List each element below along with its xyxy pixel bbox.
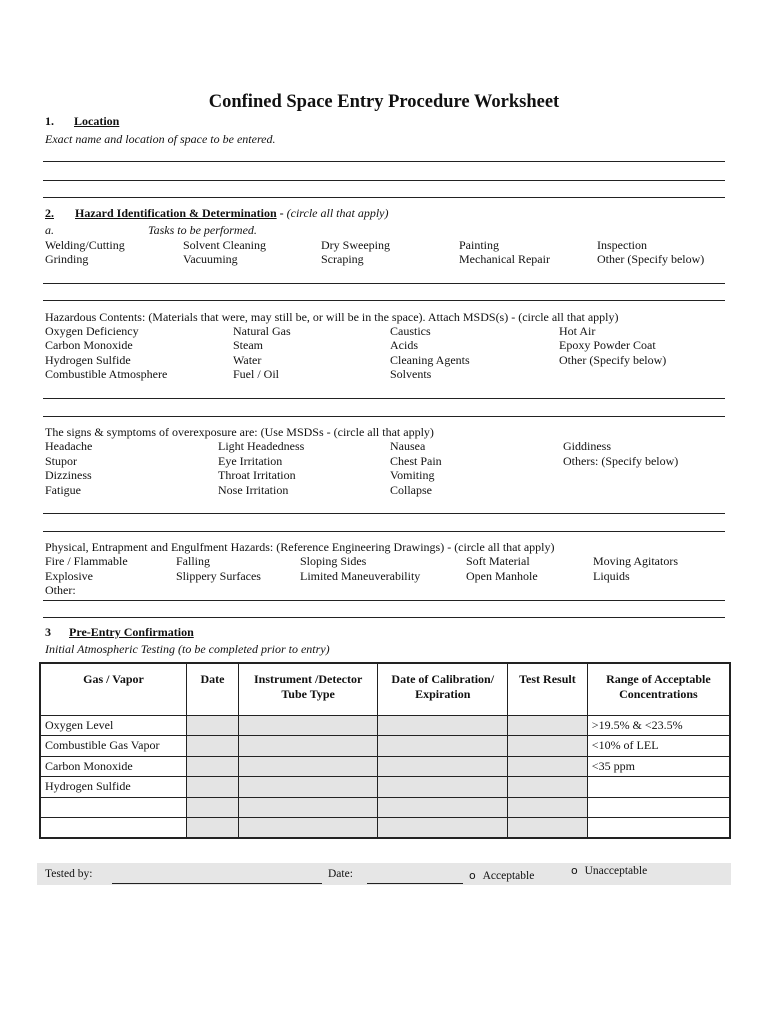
calibration-cell[interactable]: [378, 736, 508, 757]
unacceptable-radio-icon[interactable]: o: [571, 864, 578, 877]
task-option[interactable]: Welding/Cutting: [45, 238, 125, 252]
gas-name-cell: Carbon Monoxide: [40, 756, 187, 777]
date-cell[interactable]: [187, 818, 239, 839]
content-option[interactable]: Fuel / Oil: [233, 367, 280, 381]
symptom-option[interactable]: Giddiness: [563, 439, 611, 453]
symptom-option[interactable]: Dizziness: [45, 468, 92, 482]
column-header: Date of Calibration/ Expiration: [378, 663, 508, 715]
test-result-cell[interactable]: [508, 818, 588, 839]
task-option[interactable]: Scraping: [321, 252, 364, 266]
calibration-cell[interactable]: [378, 756, 508, 777]
content-option[interactable]: Cleaning Agents: [390, 353, 470, 367]
preentry-subtitle: Initial Atmospheric Testing (to be completed prior to entry): [45, 642, 330, 656]
instrument-cell[interactable]: [238, 756, 378, 777]
location-instruction: Exact name and location of space to be entered.: [45, 132, 276, 146]
range-cell[interactable]: [587, 777, 730, 798]
contents-intro: Hazardous Contents: (Materials that were, may still be, or will be in the space). Attach MSDS(s) - (circle all that apply): [45, 310, 619, 324]
task-option[interactable]: Vacuuming: [183, 252, 238, 266]
date-cell[interactable]: [187, 756, 239, 777]
table-row: [40, 736, 730, 757]
symptom-option[interactable]: Throat Irritation: [218, 468, 296, 482]
section-1-heading: Location: [74, 114, 120, 128]
contents-line-2[interactable]: [43, 416, 725, 417]
column-header: Range of Acceptable Concentrations: [587, 663, 730, 715]
range-cell[interactable]: [587, 818, 730, 839]
acceptable-label: Acceptable: [482, 870, 535, 882]
column-header: Test Result: [508, 663, 588, 715]
table-header-row: [40, 663, 730, 715]
symptom-option[interactable]: Fatigue: [45, 483, 81, 497]
physical-option[interactable]: Explosive: [45, 569, 93, 583]
symptom-option[interactable]: Chest Pain: [390, 454, 442, 468]
content-option[interactable]: Acids: [390, 338, 418, 352]
gas-name-cell[interactable]: [40, 818, 187, 839]
table-row: [40, 756, 730, 777]
date-cell[interactable]: [187, 715, 239, 736]
content-option[interactable]: Other (Specify below): [559, 353, 667, 367]
section-2-note: (circle all that apply): [286, 206, 389, 220]
content-option[interactable]: Water: [233, 353, 262, 367]
gas-name-cell: Combustible Gas Vapor: [40, 736, 187, 757]
task-option[interactable]: Grinding: [45, 252, 89, 266]
symptoms-line-1[interactable]: [43, 513, 725, 514]
table-row: [40, 818, 730, 839]
content-option[interactable]: Carbon Monoxide: [45, 338, 133, 352]
instrument-cell[interactable]: [238, 818, 378, 839]
test-result-cell[interactable]: [508, 736, 588, 757]
range-cell: >19.5% & <23.5%: [587, 715, 730, 736]
task-option[interactable]: Other (Specify below): [597, 252, 705, 266]
test-result-cell[interactable]: [508, 715, 588, 736]
table-row: [40, 777, 730, 798]
content-option[interactable]: Solvents: [390, 367, 432, 381]
calibration-cell[interactable]: [378, 777, 508, 798]
atmospheric-testing-table: [39, 662, 731, 839]
section-3-heading: Pre-Entry Confirmation: [69, 625, 194, 639]
tasks-letter: a.: [45, 223, 54, 237]
content-option[interactable]: Epoxy Powder Coat: [559, 338, 656, 352]
section-2-separator: -: [276, 206, 287, 220]
section-2-heading: Hazard Identification & Determination: [75, 206, 277, 220]
section-3-number: 3: [45, 625, 51, 639]
tasks-label: Tasks to be performed.: [148, 223, 257, 237]
range-cell: <35 ppm: [587, 756, 730, 777]
task-option[interactable]: Inspection: [597, 238, 647, 252]
page-title: Confined Space Entry Procedure Worksheet: [208, 92, 560, 112]
unacceptable-label: Unacceptable: [584, 865, 648, 877]
physical-intro: Physical, Entrapment and Engulfment Hazards: (Reference Engineering Drawings) - (circle all that apply): [45, 540, 555, 554]
content-option[interactable]: Hydrogen Sulfide: [45, 353, 131, 367]
content-option[interactable]: Combustible Atmosphere: [45, 367, 168, 381]
date-cell[interactable]: [187, 736, 239, 757]
symptom-option[interactable]: Vomiting: [390, 468, 435, 482]
content-option[interactable]: Oxygen Deficiency: [45, 324, 139, 338]
instrument-cell[interactable]: [238, 736, 378, 757]
physical-option[interactable]: Limited Maneuverability: [300, 569, 421, 583]
symptom-option[interactable]: Eye Irritation: [218, 454, 283, 468]
location-line-2[interactable]: [43, 180, 725, 181]
symptoms-line-2[interactable]: [43, 531, 725, 532]
physical-option[interactable]: Moving Agitators: [593, 554, 679, 568]
tested-by-field[interactable]: [112, 883, 322, 884]
symptom-option[interactable]: Collapse: [390, 483, 432, 497]
content-option[interactable]: Steam: [233, 338, 263, 352]
calibration-cell[interactable]: [378, 715, 508, 736]
physical-option[interactable]: Sloping Sides: [300, 554, 367, 568]
range-cell: <10% of LEL: [587, 736, 730, 757]
tasks-line-1[interactable]: [43, 283, 725, 284]
tested-by-label: Tested by:: [45, 868, 93, 880]
section-1-number: 1.: [45, 114, 54, 128]
location-line-3[interactable]: [43, 197, 725, 198]
task-option[interactable]: Solvent Cleaning: [183, 238, 266, 252]
unacceptable-option[interactable]: [571, 864, 647, 877]
acceptable-option[interactable]: [469, 869, 534, 882]
tasks-line-2[interactable]: [43, 300, 725, 301]
physical-option[interactable]: Slippery Surfaces: [176, 569, 261, 583]
test-result-cell[interactable]: [508, 777, 588, 798]
test-result-cell[interactable]: [508, 756, 588, 777]
gas-name-cell: Oxygen Level: [40, 715, 187, 736]
table-row: [40, 797, 730, 818]
range-cell[interactable]: [587, 797, 730, 818]
task-option[interactable]: Dry Sweeping: [321, 238, 390, 252]
calibration-cell[interactable]: [378, 818, 508, 839]
physical-other-label: Other:: [45, 583, 76, 597]
task-option[interactable]: Painting: [459, 238, 500, 252]
calibration-cell[interactable]: [378, 797, 508, 818]
physical-option[interactable]: Fire / Flammable: [45, 554, 128, 568]
symptom-option[interactable]: Stupor: [45, 454, 78, 468]
physical-option[interactable]: Open Manhole: [466, 569, 538, 583]
task-option[interactable]: Mechanical Repair: [459, 252, 550, 266]
instrument-cell[interactable]: [238, 777, 378, 798]
physical-option[interactable]: Falling: [176, 554, 211, 568]
content-option[interactable]: Caustics: [390, 324, 431, 338]
symptom-option[interactable]: Nausea: [390, 439, 426, 453]
column-header: Instrument /Detector Tube Type: [238, 663, 378, 715]
contents-line-1[interactable]: [43, 398, 725, 399]
table-row: [40, 715, 730, 736]
gas-name-cell[interactable]: [40, 797, 187, 818]
physical-option[interactable]: Soft Material: [466, 554, 530, 568]
column-header: Date: [187, 663, 239, 715]
test-result-cell[interactable]: [508, 797, 588, 818]
column-header: Gas / Vapor: [40, 663, 187, 715]
physical-line-1[interactable]: [43, 600, 725, 601]
date-cell[interactable]: [187, 777, 239, 798]
symptom-option[interactable]: Headache: [45, 439, 93, 453]
location-line-1[interactable]: [43, 161, 725, 162]
instrument-cell[interactable]: [238, 715, 378, 736]
symptoms-intro: The signs & symptoms of overexposure are: (Use MSDSs - (circle all that apply): [45, 425, 434, 439]
section-2-heading-row: [45, 206, 389, 221]
gas-name-cell: Hydrogen Sulfide: [40, 777, 187, 798]
symptom-option[interactable]: Others: (Specify below): [563, 454, 679, 468]
instrument-cell[interactable]: [238, 797, 378, 818]
symptom-option[interactable]: Nose Irritation: [218, 483, 289, 497]
content-option[interactable]: Hot Air: [559, 324, 596, 338]
symptom-option[interactable]: Light Headedness: [218, 439, 305, 453]
acceptable-radio-icon[interactable]: o: [469, 869, 476, 882]
date-cell[interactable]: [187, 797, 239, 818]
date-label: Date:: [328, 868, 353, 880]
date-field[interactable]: [367, 883, 463, 884]
section-2-number: 2.: [45, 206, 54, 220]
content-option[interactable]: Natural Gas: [233, 324, 291, 338]
physical-line-2[interactable]: [43, 617, 725, 618]
physical-option[interactable]: Liquids: [593, 569, 630, 583]
